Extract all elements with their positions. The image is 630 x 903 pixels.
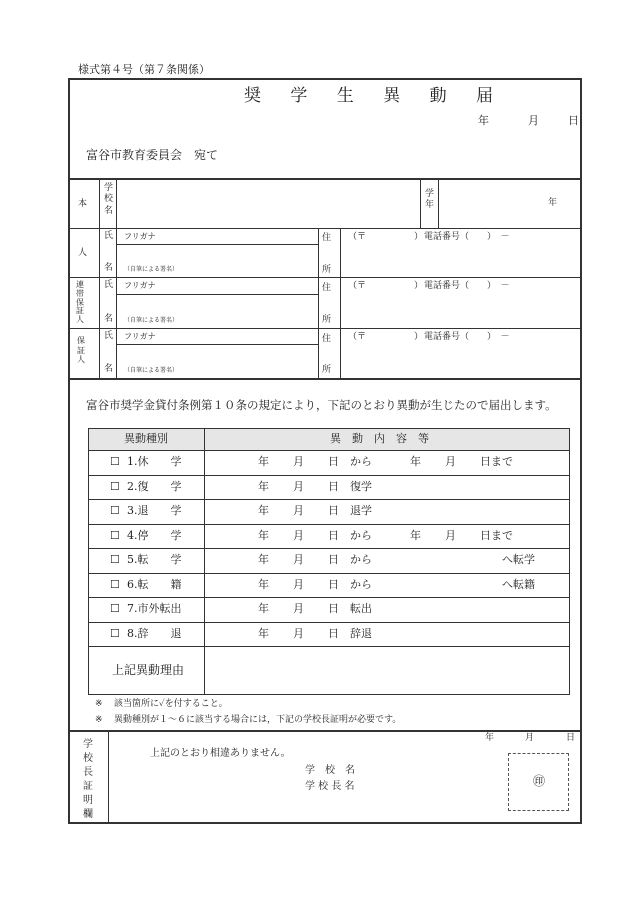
- student-address-field[interactable]: [342, 246, 579, 276]
- header-month: 月: [528, 114, 539, 127]
- divider: [99, 179, 100, 378]
- row-action: 転出: [350, 602, 372, 615]
- guarantor-label: 保 証 人: [77, 336, 85, 365]
- phone-label: 電話番号（ ） －: [424, 332, 510, 342]
- note-mark: ※: [95, 699, 103, 709]
- guarantor-furigana-label: フリガナ: [124, 332, 156, 341]
- row-day: 日: [328, 504, 339, 517]
- table-row-divider: [89, 573, 569, 574]
- signature-note: （自筆による署名）: [124, 317, 179, 324]
- postal-code-label: （〒: [348, 232, 367, 242]
- divider: [69, 228, 581, 229]
- joint-guarantor-name-field[interactable]: [118, 296, 316, 327]
- row-year-2: 年: [410, 455, 421, 468]
- principal-certificate-label: 学 校 長 証 明 欄: [83, 739, 93, 820]
- divider: [318, 228, 319, 378]
- row-end: へ転籍: [502, 577, 535, 591]
- guarantor-address-field[interactable]: [342, 346, 579, 377]
- address-label: 住: [322, 233, 332, 243]
- table-row-divider: [89, 475, 569, 476]
- joint-guarantor-label: 連 帯 保 証 人: [76, 280, 84, 325]
- row-year: 年: [258, 553, 269, 566]
- note-text: 異動種別が１～６に該当する場合には，下記の学校長証明が必要です。: [114, 715, 402, 725]
- name-label: 名: [104, 263, 114, 273]
- reason-field[interactable]: [206, 648, 568, 693]
- row-day: 日: [328, 528, 339, 542]
- row-month: 月: [293, 577, 304, 591]
- addressee: 富谷市教育委員会 宛て: [86, 148, 219, 162]
- table-row-divider: [89, 499, 569, 500]
- row-day: 日: [328, 553, 339, 566]
- row-action: 復学: [350, 479, 372, 493]
- row-year: 年: [258, 504, 269, 517]
- table-row-divider: [89, 597, 569, 598]
- checkbox[interactable]: ☐: [110, 528, 120, 542]
- row-action: 退学: [350, 504, 372, 517]
- divider: [204, 429, 205, 694]
- postal-close: ）: [414, 232, 424, 242]
- joint-guarantor-address-field[interactable]: [342, 296, 579, 327]
- divider: [438, 179, 439, 228]
- divider: [116, 244, 318, 245]
- name-label: 氏: [104, 331, 114, 341]
- row-action: から: [350, 577, 372, 591]
- row-month: 月: [293, 553, 304, 566]
- table-row-divider: [89, 548, 569, 549]
- change-type-label: 4.停 学: [127, 528, 182, 542]
- phone-label: 電話番号（ ） －: [424, 281, 510, 291]
- statement: 富谷市奨学金貸付条例第１０条の規定により，下記のとおり異動が生じたので届出します。: [86, 398, 557, 412]
- row-year: 年: [258, 455, 269, 468]
- divider: [69, 178, 581, 180]
- row-month: 月: [293, 504, 304, 517]
- change-type-label: 2.復 学: [127, 479, 182, 493]
- checkbox[interactable]: ☐: [110, 479, 120, 493]
- row-end: 日まで: [480, 455, 513, 468]
- divider: [89, 450, 569, 451]
- change-type-label: 6.転 籍: [127, 577, 182, 591]
- seal-mark: ㊞: [533, 774, 546, 788]
- address-label: 住: [322, 283, 332, 293]
- grade-unit: 年: [548, 198, 558, 208]
- divider: [69, 277, 581, 278]
- checkbox[interactable]: ☐: [110, 626, 120, 640]
- address-label: 所: [322, 315, 332, 325]
- row-end: へ転学: [502, 553, 535, 566]
- row-day: 日: [328, 479, 339, 493]
- row-action: から: [350, 553, 372, 566]
- divider: [420, 179, 421, 228]
- grade-label: 学 年: [425, 189, 435, 211]
- address-label: 住: [322, 334, 332, 344]
- school-name-cert-label: 学 校 名: [305, 765, 355, 776]
- student-label-bottom: 人: [78, 248, 88, 258]
- note-text: 該当箇所に✓を付すること。: [114, 699, 228, 709]
- divider: [69, 328, 581, 329]
- row-year: 年: [258, 528, 269, 542]
- signature-note: （自筆による署名）: [124, 266, 179, 273]
- postal-close: ）: [414, 281, 424, 291]
- postal-close: ）: [414, 332, 424, 342]
- school-name-label: 学 校 名: [104, 183, 114, 216]
- row-day: 日: [328, 455, 339, 468]
- signature-note: （自筆による署名）: [124, 367, 179, 374]
- divider: [340, 228, 341, 378]
- header-year: 年: [478, 114, 489, 127]
- change-type-label: 7.市外転出: [127, 602, 182, 615]
- row-end: 日まで: [480, 528, 513, 542]
- row-action: から: [350, 455, 372, 468]
- table-row-divider: [89, 622, 569, 623]
- form-number: 様式第４号（第７条関係）: [78, 63, 210, 76]
- joint-guarantor-furigana-label: フリガナ: [124, 281, 156, 290]
- change-type-label: 5.転 学: [127, 553, 182, 566]
- name-label: 名: [104, 314, 114, 324]
- principal-name-label: 学 校 長 名: [305, 781, 355, 792]
- note-mark: ※: [95, 715, 103, 725]
- row-year: 年: [258, 577, 269, 591]
- grade-field[interactable]: [440, 181, 579, 226]
- row-month-2: 月: [445, 528, 456, 542]
- header-day: 日: [568, 114, 579, 127]
- row-action: 辞退: [350, 626, 372, 640]
- checkbox[interactable]: ☐: [110, 602, 120, 615]
- checkbox[interactable]: ☐: [110, 553, 120, 566]
- divider: [116, 294, 318, 295]
- row-year: 年: [258, 602, 269, 615]
- cert-day: 日: [566, 733, 576, 743]
- divider: [69, 730, 581, 732]
- row-month: 月: [293, 455, 304, 468]
- checkbox[interactable]: ☐: [110, 504, 120, 517]
- row-month: 月: [293, 528, 304, 542]
- header-change-type: 異動種別: [124, 432, 168, 445]
- divider: [69, 378, 581, 380]
- row-action: から: [350, 528, 372, 542]
- divider: [116, 344, 318, 345]
- row-day: 日: [328, 626, 339, 640]
- row-year-2: 年: [410, 528, 421, 542]
- address-label: 所: [322, 365, 332, 375]
- student-label-top: 本: [78, 199, 88, 209]
- postal-code-label: （〒: [348, 281, 367, 291]
- form-title: 奨 学 生 異 動 届: [244, 86, 506, 106]
- address-label: 所: [322, 265, 332, 275]
- row-month: 月: [293, 626, 304, 640]
- name-label: 氏: [104, 280, 114, 290]
- phone-label: 電話番号（ ） －: [424, 232, 510, 242]
- name-label: 名: [104, 364, 114, 374]
- student-furigana-label: フリガナ: [124, 232, 156, 241]
- cert-statement: 上記のとおり相違ありません。: [150, 748, 291, 759]
- row-year: 年: [258, 626, 269, 640]
- header-change-content: 異 動 内 容 等: [330, 432, 429, 445]
- school-name-field[interactable]: [118, 181, 418, 226]
- cert-month: 月: [525, 733, 535, 743]
- divider: [89, 646, 569, 647]
- row-day: 日: [328, 602, 339, 615]
- checkbox[interactable]: ☐: [110, 577, 120, 591]
- name-label: 氏: [104, 231, 114, 241]
- divider: [108, 731, 109, 823]
- change-type-label: 8.辞 退: [127, 626, 182, 640]
- row-month: 月: [293, 479, 304, 493]
- student-name-field[interactable]: [118, 246, 316, 276]
- checkbox[interactable]: ☐: [110, 455, 120, 468]
- divider: [116, 179, 117, 378]
- change-type-label: 1.休 学: [127, 455, 182, 468]
- guarantor-name-field[interactable]: [118, 346, 316, 377]
- row-year: 年: [258, 479, 269, 493]
- row-day: 日: [328, 577, 339, 591]
- change-type-label: 3.退 学: [127, 504, 182, 517]
- table-row-divider: [89, 524, 569, 525]
- postal-code-label: （〒: [348, 332, 367, 342]
- row-month: 月: [293, 602, 304, 615]
- row-month-2: 月: [445, 455, 456, 468]
- reason-label: 上記異動理由: [112, 663, 185, 677]
- cert-year: 年: [485, 733, 495, 743]
